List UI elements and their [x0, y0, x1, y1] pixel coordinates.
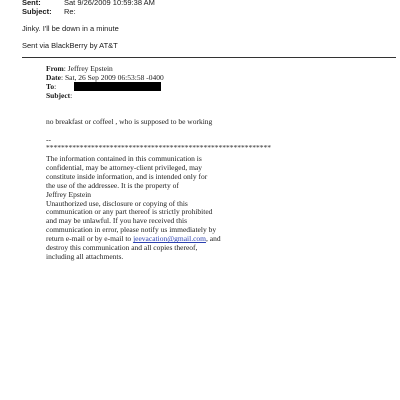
subject-row	[22, 7, 76, 16]
separator-rule	[22, 57, 396, 58]
orig-subject-row	[46, 91, 72, 100]
redaction-bar	[74, 82, 161, 91]
from-row	[46, 64, 113, 73]
to-label: To	[46, 82, 55, 91]
date-row	[46, 73, 164, 82]
to-colon: :	[54, 82, 57, 91]
sent-row	[22, 0, 155, 7]
disclaimer-line: constitute inside information, and is intended only for	[46, 171, 208, 181]
from-label: From	[46, 64, 64, 73]
disclaimer-line: Unauthorized use, disclosure or copying of this	[46, 198, 188, 208]
orig-subject-colon: :	[70, 91, 73, 100]
sent-label: Sent:	[22, 0, 41, 7]
to-row	[46, 82, 56, 91]
sent-value: Sat 9/26/2009 10:59:38 AM	[64, 0, 155, 7]
disclaimer-line: The information contained in this communication is	[46, 154, 202, 163]
date-value: : Sat, 26 Sep 2009 06:53:58 -0400	[61, 73, 164, 82]
disclaimer-text: return e-mail or by e-mail to	[46, 234, 134, 244]
signature-dashes: --	[46, 135, 51, 144]
star-separator: ************************************************************	[46, 143, 271, 152]
disclaimer-line: confidential, may be attorney-client privileged, may	[46, 162, 202, 172]
message-body: no breakfast or coffeel , who is supposed to be working	[46, 117, 213, 126]
disclaimer-block	[46, 155, 276, 262]
disclaimer-line: communication or any part thereof is strictly prohibited	[46, 207, 213, 217]
disclaimer-line: communication in error, please notify us immediately by	[46, 225, 217, 235]
disclaimer-line: Jeffrey Epstein	[46, 189, 92, 199]
subject-value: Re:	[64, 7, 76, 16]
reply-signature: Sent via BlackBerry by AT&T	[22, 41, 118, 50]
disclaimer-line: including all attachments.	[46, 251, 124, 261]
disclaimer-line: and may be unlawful. If you have received this	[46, 216, 187, 226]
from-value: : Jeffrey Epstein	[63, 64, 113, 73]
orig-subject-label: Subject	[46, 91, 71, 100]
subject-label: Subject:	[22, 7, 52, 16]
disclaimer-line: destroy this communication and all copies thereof,	[46, 243, 198, 253]
email-link[interactable]: jeevacation@gmail.com	[133, 234, 206, 244]
date-label: Date	[46, 73, 61, 82]
disclaimer-line: the use of the addressee. It is the property of	[46, 180, 179, 190]
disclaimer-text: , and	[205, 234, 221, 244]
reply-line: Jinky. I'll be down in a minute	[22, 24, 119, 33]
